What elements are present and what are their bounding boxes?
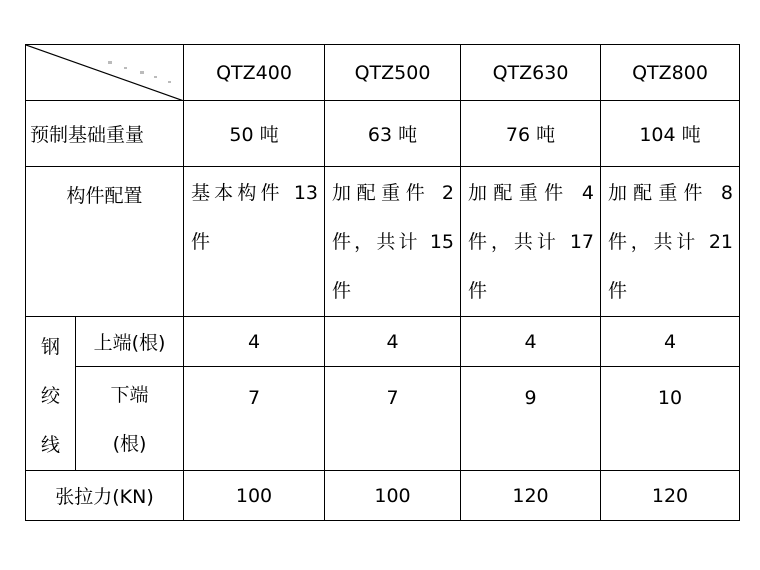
tension-label: 张拉力(KN): [26, 471, 184, 521]
strand-label-char-2: 绞: [40, 385, 60, 407]
foundation-weight-qtz400: 50 吨: [184, 101, 325, 167]
strand-lower-qtz630: 9: [461, 367, 601, 471]
diagonal-header-cell: [26, 45, 184, 101]
strand-lower-qtz500: 7: [325, 367, 461, 471]
components-qtz500: 加配重件 2 件，共计 15 件: [325, 167, 461, 317]
strand-lower-row: [26, 367, 740, 471]
model-header-qtz500: QTZ500: [325, 45, 461, 101]
strand-upper-row: [26, 317, 740, 367]
strand-lower-qtz800: 10: [601, 367, 740, 471]
strand-upper-label: 上端(根): [76, 317, 184, 367]
components-label: 构件配置: [26, 167, 184, 317]
header-row: [26, 45, 740, 101]
spec-table: [25, 44, 740, 521]
strand-label-char-1: 钢: [40, 336, 60, 358]
strand-label-char-3: 线: [40, 434, 60, 456]
foundation-weight-qtz800: 104 吨: [601, 101, 740, 167]
diagonal-line: [26, 45, 184, 101]
components-qtz400: 基本构件 13 件: [184, 167, 325, 317]
tension-qtz400: 100: [184, 471, 325, 521]
strand-lower-label-line-2: (根): [112, 433, 147, 456]
foundation-weight-qtz630: 76 吨: [461, 101, 601, 167]
components-qtz630: 加配重件 4 件，共计 17 件: [461, 167, 601, 317]
components-qtz800: 加配重件 8 件，共计 21 件: [601, 167, 740, 317]
strand-lower-qtz400: 7: [184, 367, 325, 471]
model-header-qtz800: QTZ800: [601, 45, 740, 101]
tension-qtz500: 100: [325, 471, 461, 521]
foundation-weight-qtz500: 63 吨: [325, 101, 461, 167]
model-header-qtz400: QTZ400: [184, 45, 325, 101]
strand-upper-qtz500: 4: [325, 317, 461, 367]
faded-header-marks: [108, 61, 171, 83]
model-header-qtz630: QTZ630: [461, 45, 601, 101]
strand-upper-qtz800: 4: [601, 317, 740, 367]
tension-qtz800: 120: [601, 471, 740, 521]
components-row: [26, 167, 740, 317]
strand-lower-label: [76, 367, 184, 471]
strand-upper-qtz400: 4: [184, 317, 325, 367]
tension-qtz630: 120: [461, 471, 601, 521]
strand-upper-qtz630: 4: [461, 317, 601, 367]
tension-row: [26, 471, 740, 521]
foundation-weight-label: 预制基础重量: [26, 101, 184, 167]
strand-lower-label-line-1: 下端: [110, 384, 149, 407]
foundation-weight-row: [26, 101, 740, 167]
strand-group-label: [26, 317, 76, 471]
